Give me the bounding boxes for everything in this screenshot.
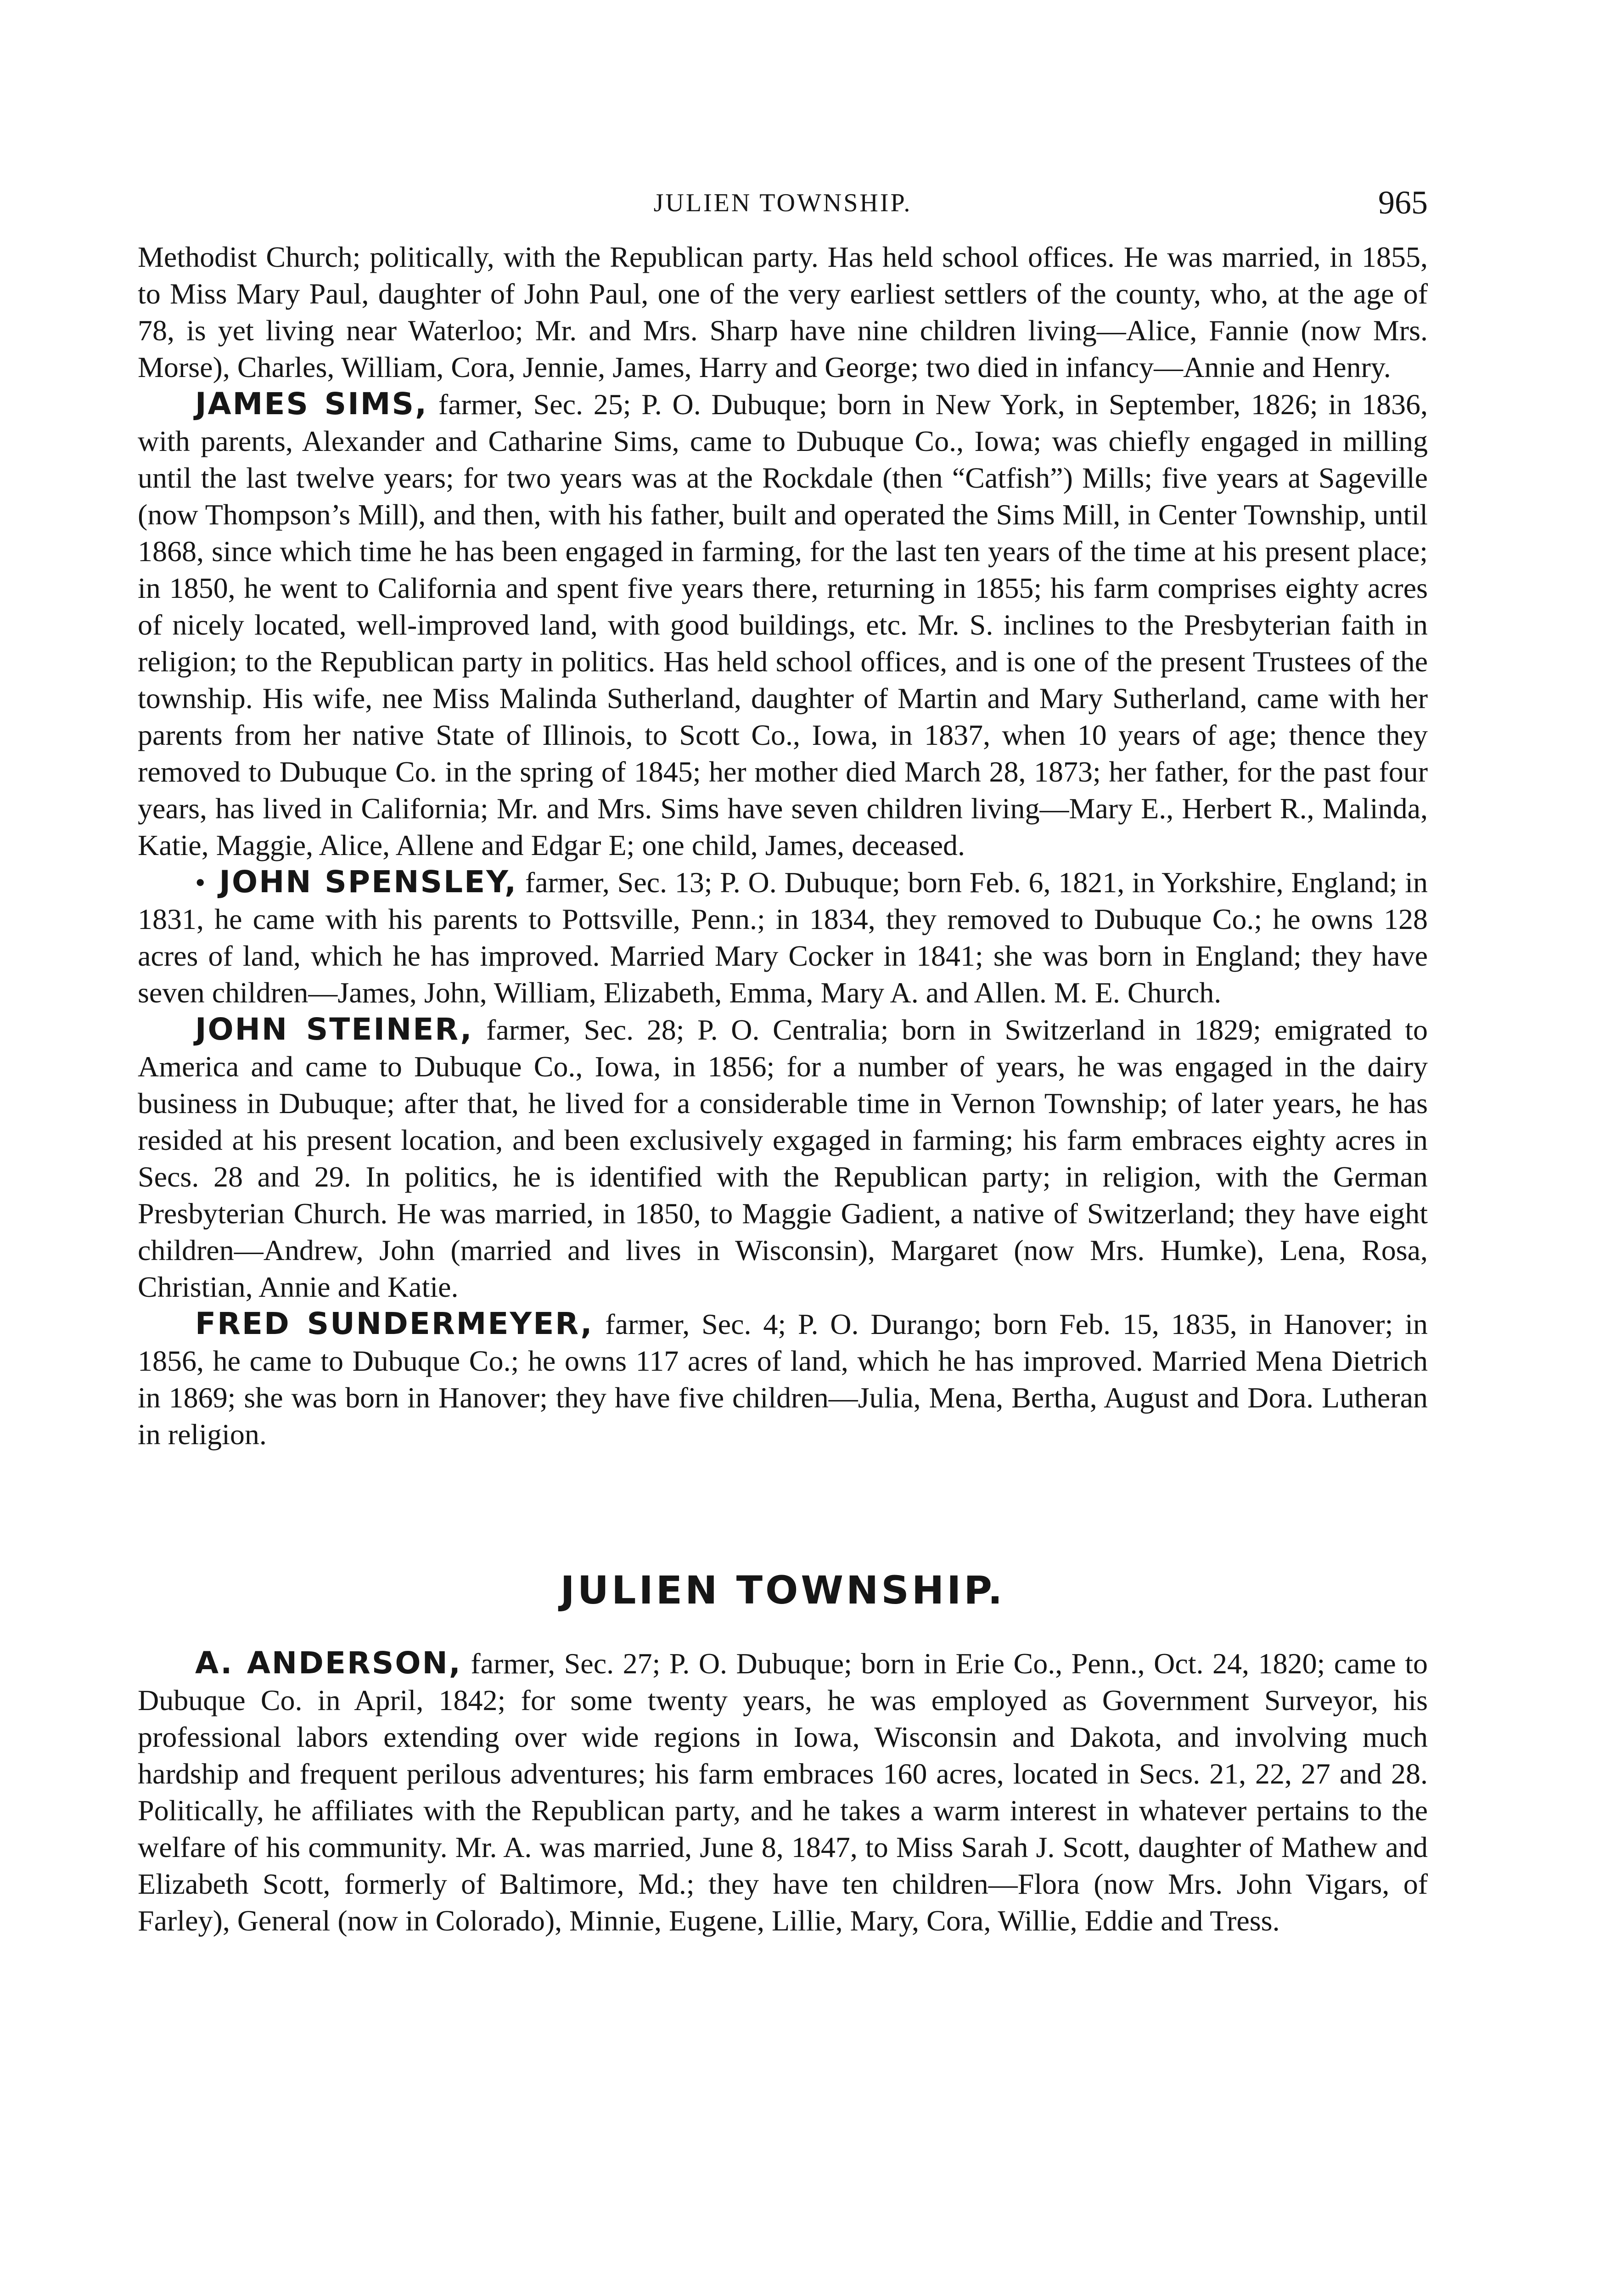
biography-entry-john-spensley <box>138 864 1428 1011</box>
entry-name: JOHN SPENSLEY, <box>219 864 518 900</box>
entry-text: farmer, Sec. 13; P. O. Dubuque; born Feb. 6, 1821, in Yorkshire, England; in 1831, he came with his parents to Pottsville, Penn.; in 1834, they removed to Dubuque Co.; he owns 128 acres of land, which he has improved. Married Mary Cocker in 1841; she was born in England; they have seven children—James, John, William, Elizabeth, Emma, Mary A. and Allen. M. E. Church. <box>138 866 1428 1009</box>
entry-text: farmer, Sec. 27; P. O. Dubuque; born in Erie Co., Penn., Oct. 24, 1820; came to Dubuque Co. in April, 1842; for some twenty years, he was employed as Government Surveyor, his professional labors extending over wide regions in Iowa, Wisconsin and Dakota, and involving much hardship and frequent perilous adventures; his farm embraces 160 acres, located in Secs. 21, 22, 27 and 28. Politically, he affiliates with the Republican party, and he takes a warm interest in whatever pertains to the welfare of his community. Mr. A. was married, June 8, 1847, to Miss Sarah J. Scott, daughter of Mathew and Elizabeth Scott, formerly of Baltimore, Md.; they have ten children—Flora (now Mrs. John Vigars, of Farley), General (now in Colorado), Minnie, Eugene, Lillie, Mary, Cora, Willie, Eddie and Tress. <box>138 1647 1428 1937</box>
entry-name: A. ANDERSON, <box>195 1645 462 1681</box>
book-page <box>138 184 1428 1939</box>
page-number: 965 <box>1378 184 1428 221</box>
entry-name: FRED SUNDERMEYER, <box>195 1306 594 1341</box>
biography-entry-john-steiner <box>138 1011 1428 1306</box>
biography-entry-a-anderson <box>138 1645 1428 1939</box>
running-title: JULIEN TOWNSHIP. <box>653 189 912 217</box>
biography-entry-james-sims <box>138 386 1428 864</box>
entry-text: farmer, Sec. 28; P. O. Centralia; born in Switzerland in 1829; emigrated to America and came to Dubuque Co., Iowa, in 1856; for a number of years, he was engaged in the dairy business in Dubuque; after that, he lived for a considerable time in Vernon Township; of later years, he has resided at his present location, and been exclusively exgaged in farming; his farm embraces eighty acres in Secs. 28 and 29. In politics, he is identified with the Republican party; in religion, with the German Presbyterian Church. He was married, in 1850, to Maggie Gadient, a native of Switzerland; they have eight children—Andrew, John (married and lives in Wisconsin), Margaret (now Mrs. Humke), Lena, Rosa, Christian, Annie and Katie. <box>138 1013 1428 1303</box>
entry-text: farmer, Sec. 25; P. O. Dubuque; born in New York, in September, 1826; in 1836, with parents, Alexander and Catharine Sims, came to Dubuque Co., Iowa; was chiefly engaged in milling until the last twelve years; for two years was at the Rockdale (then “Catfish”) Mills; five years at Sageville (now Thompson’s Mill), and then, with his father, built and operated the Sims Mill, in Center Township, until 1868, since which time he has been engaged in farming, for the last ten years of the time at his present place; in 1850, he went to California and spent five years there, returning in 1855; his farm comprises eighty acres of nicely located, well-improved land, with good buildings, etc. Mr. S. inclines to the Presbyterian faith in religion; to the Republican party in politics. Has held school offices, and is one of the present Trustees of the township. His wife, nee Miss Malinda Sutherland, daughter of Martin and Mary Sutherland, came with her parents from her native State of Illinois, to Scott Co., Iowa, in 1837, when 10 years of age; thence they removed to Dubuque Co. in the spring of 1845; her mother died March 28, 1873; her father, for the past four years, has lived in California; Mr. and Mrs. Sims have seven children living—Mary E., Herbert R., Malinda, Katie, Maggie, Alice, Allene and Edgar E; one child, James, deceased. <box>138 388 1428 861</box>
running-header <box>138 184 1428 225</box>
entry-name: JOHN STEINER, <box>195 1012 473 1047</box>
section-heading: JULIEN TOWNSHIP. <box>560 1568 1005 1613</box>
biography-entry-fred-sundermeyer <box>138 1306 1428 1453</box>
bullet-mark: • <box>195 866 206 899</box>
continuation-paragraph: Methodist Church; politically, with the Republican party. Has held school offices. He was married, in 1855, to Miss Mary Paul, daughter of John Paul, one of the very earliest settlers of the county, who, at the age of 78, is yet living near Waterloo; Mr. and Mrs. Sharp have nine children living—Alice, Fannie (now Mrs. Morse), Charles, William, Cora, Jennie, James, Harry and George; two died in infancy—Annie and Henry. <box>138 241 1428 383</box>
entry-name: JAMES SIMS, <box>195 386 428 422</box>
entry-text: farmer, Sec. 4; P. O. Durango; born Feb. 15, 1835, in Hanover; in 1856, he came to Dubuque Co.; he owns 117 acres of land, which he has improved. Married Mena Dietrich in 1869; she was born in Hanover; they have five children—Julia, Mena, Bertha, August and Dora. Lutheran in religion. <box>138 1308 1428 1451</box>
